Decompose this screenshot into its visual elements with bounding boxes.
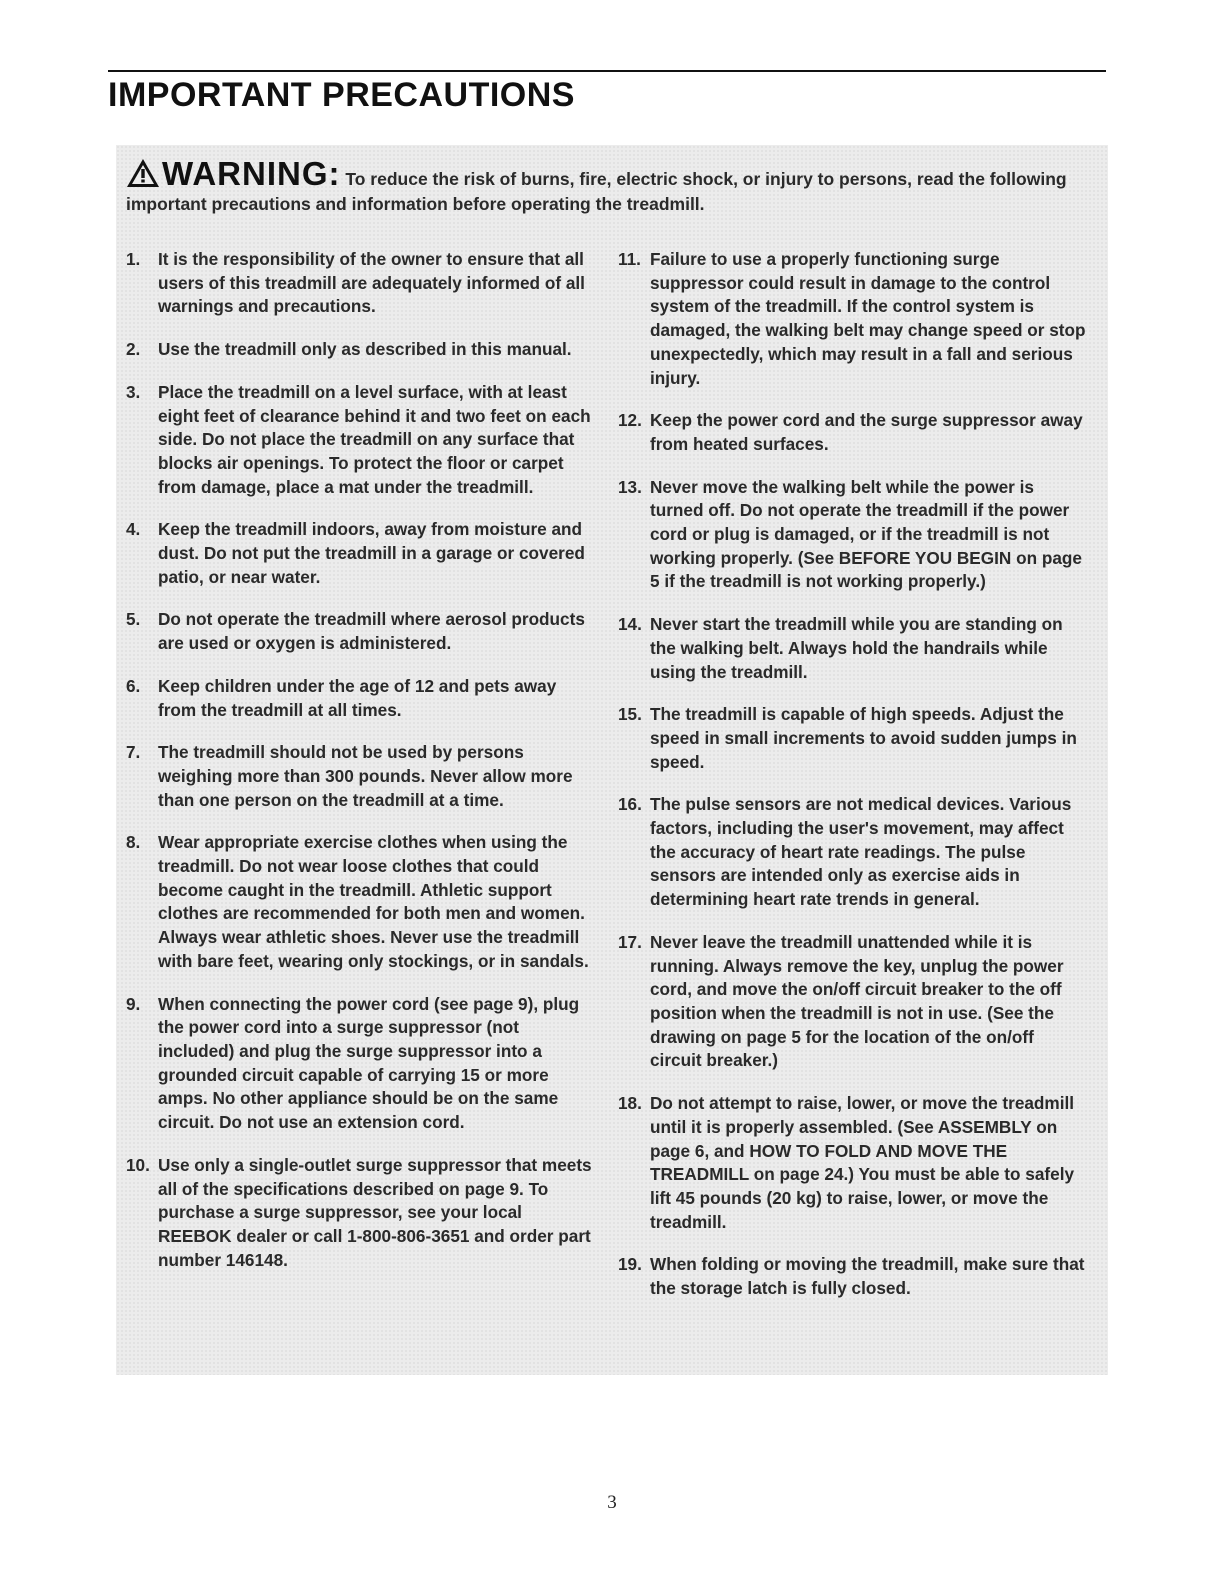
warning-word: WARNING: [162,155,341,192]
item-number: 11. [618,249,641,269]
precaution-item-19 [618,1253,1088,1300]
warning-header [126,156,1086,217]
precaution-item-7 [126,741,596,812]
item-number: 19. [618,1254,642,1275]
precaution-item-10 [126,1154,596,1273]
item-text: Failure to use a properly functioning surge suppressor could result in damage to the control system of the treadmill. If the control system is damaged, the walking belt may change speed or stop unexpectedly, which may result in a fall and serious injury. [650,249,1086,388]
page-title: IMPORTANT PRECAUTIONS [108,76,575,114]
item-number: 15. [618,704,642,725]
precaution-item-5 [126,608,596,655]
item-text: It is the responsibility of the owner to ensure that all users of this treadmill are adequately informed of all warnings and precautions. [158,249,585,317]
item-text: Do not attempt to raise, lower, or move the treadmill until it is properly assembled. (See ASSEMBLY on page 6, and HOW TO FOLD AND MOVE THE TREADMILL on page 24.) You must be able to safely lift 45 pounds (20 kg) to raise, lower, or move the treadmill. [650,1093,1075,1232]
item-text: When folding or moving the treadmill, make sure that the storage latch is fully closed. [650,1254,1085,1299]
item-number: 14. [618,614,642,635]
item-number: 13. [618,476,642,497]
item-number: 9. [126,993,141,1014]
warning-triangle-icon [126,158,160,188]
left-precautions-column [126,248,596,1291]
item-number: 6. [126,675,141,696]
item-text: Never leave the treadmill unattended while it is running. Always remove the key, unplug the power cord, and move the on/off circuit breaker to the off position when the treadmill is not in use. (See the drawing on page 5 for the location of the on/off circuit breaker.) [650,931,1064,1071]
item-text: Use only a single-outlet surge suppressor that meets all of the specifications described on page 9. To purchase a surge suppressor, see your local REEBOK dealer or call 1-800-806-3651 and order part number 146148. [158,1154,592,1270]
title-rule [108,70,1106,72]
precaution-item-11 [618,248,1088,390]
item-text: Never move the walking belt while the power is turned off. Do not operate the treadmill if the power cord or plug is damaged, or if the treadmill is not working properly. (See BEFORE YOU BEGIN on page 5 if the treadmill is not working properly.) [650,476,1082,592]
item-text: Keep the power cord and the surge suppressor away from heated surfaces. [650,410,1083,454]
precaution-item-8 [126,831,596,973]
right-precautions-column [618,248,1088,1320]
item-number: 3. [126,381,141,402]
item-text: Place the treadmill on a level surface, with at least eight feet of clearance behind it and two feet on each side. Do not place the treadmill on any surface that blocks air openings. To protect the floor or carpet from damage, place a mat under the treadmill. [158,381,591,497]
item-text: When connecting the power cord (see page 9), plug the power cord into a surge suppressor (not included) and plug the surge suppressor into a grounded circuit capable of carrying 15 or more amps. No other appliance should be on the same circuit. Do not use an extension cord. [158,993,580,1133]
precaution-item-14 [618,613,1088,684]
item-text: Never start the treadmill while you are standing on the walking belt. Always hold the handrails while using the treadmill. [650,614,1063,682]
item-number: 4. [126,519,141,540]
item-text: Wear appropriate exercise clothes when using the treadmill. Do not wear loose clothes that could become caught in the treadmill. Athletic support clothes are recommended for both men and women. Always wear athletic shoes. Never use the treadmill with bare feet, wearing only stockings, or in sandals. [158,832,589,971]
item-number: 17. [618,931,642,952]
item-text: The treadmill should not be used by persons weighing more than 300 pounds. Never allow more than one person on the treadmill at a time. [158,742,573,810]
precaution-item-13 [618,476,1088,595]
precaution-item-17 [618,931,1088,1073]
item-text: Do not operate the treadmill where aerosol products are used or oxygen is administered. [158,609,585,654]
precaution-item-18 [618,1092,1088,1234]
item-number: 8. [126,832,141,853]
item-number: 2. [126,339,141,360]
warning-text: To reduce the risk of burns, fire, electric shock, or injury to persons, read the following important precautions and information before operating the treadmill. [126,169,1067,214]
item-text: The treadmill is capable of high speeds. Adjust the speed in small increments to avoid sudden jumps in speed. [650,704,1077,772]
precaution-item-6 [126,675,596,722]
item-number: 12. [618,410,642,431]
precaution-item-15 [618,703,1088,774]
precaution-item-16 [618,793,1088,912]
precaution-item-3 [126,381,596,500]
item-number: 1. [126,249,141,269]
item-text: Keep children under the age of 12 and pets away from the treadmill at all times. [158,675,557,720]
item-number: 16. [618,794,642,815]
item-text: Keep the treadmill indoors, away from moisture and dust. Do not put the treadmill in a garage or covered patio, or near water. [158,519,585,587]
item-number: 10. [126,1154,150,1175]
page-number: 3 [607,1492,617,1513]
item-number: 18. [618,1093,642,1114]
item-text: The pulse sensors are not medical devices. Various factors, including the user's movement, may affect the accuracy of heart rate readings. The pulse sensors are intended only as exercise aids in determining heart rate trends in general. [650,794,1072,910]
precaution-item-1 [126,248,596,319]
item-number: 7. [126,742,141,763]
item-number: 5. [126,609,141,630]
item-text: Use the treadmill only as described in this manual. [158,339,572,360]
precaution-item-12 [618,409,1088,456]
precaution-item-9 [126,993,596,1135]
precaution-item-2 [126,338,596,362]
precaution-item-4 [126,518,596,589]
